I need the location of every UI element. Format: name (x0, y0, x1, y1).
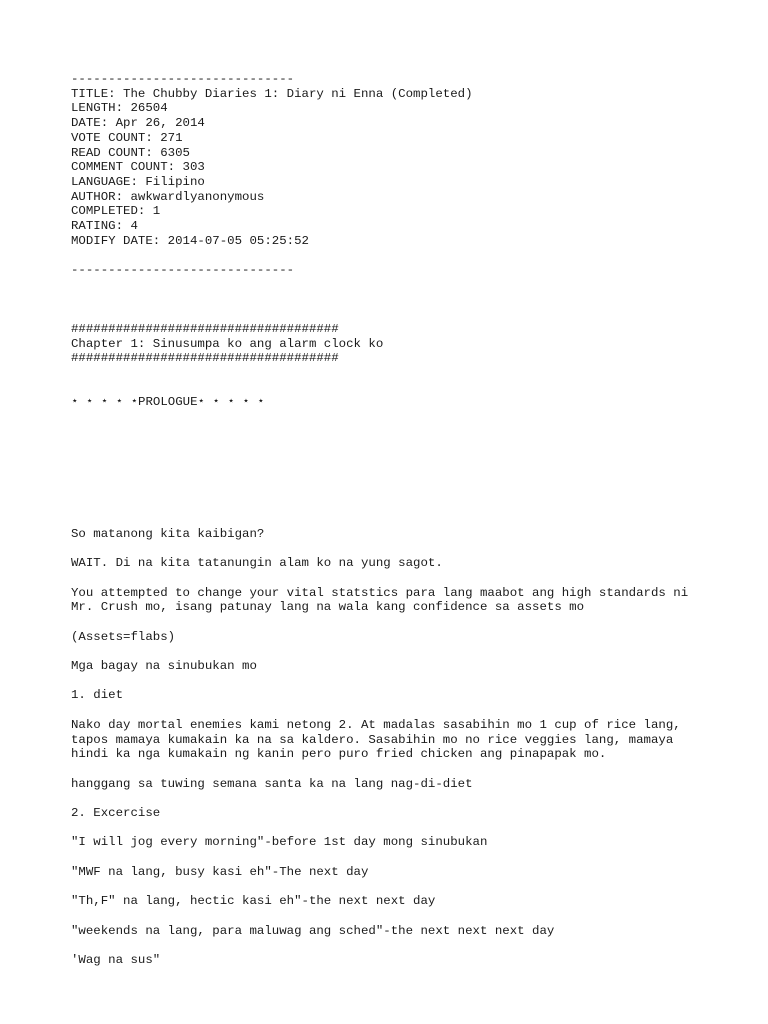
paragraph: "Th,F" na lang, hectic kasi eh"-the next next day (71, 894, 436, 909)
paragraph: You attempted to change your vital statstics para lang maabot ang high standards ni Mr. Crush mo, isang patunay lang na wala kang confidence sa assets mo (71, 585, 689, 615)
paragraph: 'Wag na sus" (71, 952, 161, 967)
meta-length: LENGTH: 26504 (71, 101, 168, 116)
paragraph: Nako day mortal enemies kami netong 2. At madalas sasabihin mo 1 cup of rice lang, tapos mamaya kumakain ka na sa kaldero. Sasabihin mo no rice veggies lang, mamaya hindi ka nga kumakain ng kanin pero puro fried chicken ang pinapapak mo. (71, 717, 681, 762)
paragraph: hanggang sa tuwing semana santa ka na lang nag-di-diet (71, 776, 473, 791)
meta-comment-count: COMMENT COUNT: 303 (71, 160, 205, 175)
paragraph: "MWF na lang, busy kasi eh"-The next day (71, 864, 369, 879)
paragraph: "I will jog every morning"-before 1st day mong sinubukan (71, 835, 488, 850)
meta-read-count: READ COUNT: 6305 (71, 145, 190, 160)
meta-vote-count: VOTE COUNT: 271 (71, 130, 183, 145)
meta-completed: COMPLETED: 1 (71, 204, 161, 219)
chapter-hash-top: #################################### (71, 321, 339, 336)
list-item-heading: 2. Excercise (71, 806, 161, 821)
paragraph: "weekends na lang, para maluwag ang sched"-the next next next day (71, 923, 555, 938)
list-item-heading: 1. diet (71, 688, 124, 703)
header-rule-bottom: ------------------------------ (71, 263, 295, 278)
meta-title: TITLE: The Chubby Diaries 1: Diary ni Enna (Completed) (71, 86, 473, 101)
paragraph: WAIT. Di na kita tatanungin alam ko na yung sagot. (71, 556, 443, 571)
meta-rating: RATING: 4 (71, 219, 138, 234)
prologue-heading: ⋆ ⋆ ⋆ ⋆ ⋆PROLOGUE⋆ ⋆ ⋆ ⋆ ⋆ (71, 395, 265, 410)
meta-author: AUTHOR: awkwardlyanonymous (71, 189, 265, 204)
meta-modify-date: MODIFY DATE: 2014-07-05 05:25:52 (71, 233, 309, 248)
header-rule-top: ------------------------------ (71, 72, 295, 86)
paragraph: So matanong kita kaibigan? (71, 526, 265, 541)
paragraph: Mga bagay na sinubukan mo (71, 659, 257, 674)
chapter-hash-bottom: #################################### (71, 351, 339, 366)
paragraph: (Assets=flabs) (71, 629, 176, 644)
chapter-title: Chapter 1: Sinusumpa ko ang alarm clock ko (71, 336, 384, 351)
meta-language: LANGUAGE: Filipino (71, 174, 205, 189)
meta-date: DATE: Apr 26, 2014 (71, 116, 205, 131)
document-page (71, 72, 731, 982)
